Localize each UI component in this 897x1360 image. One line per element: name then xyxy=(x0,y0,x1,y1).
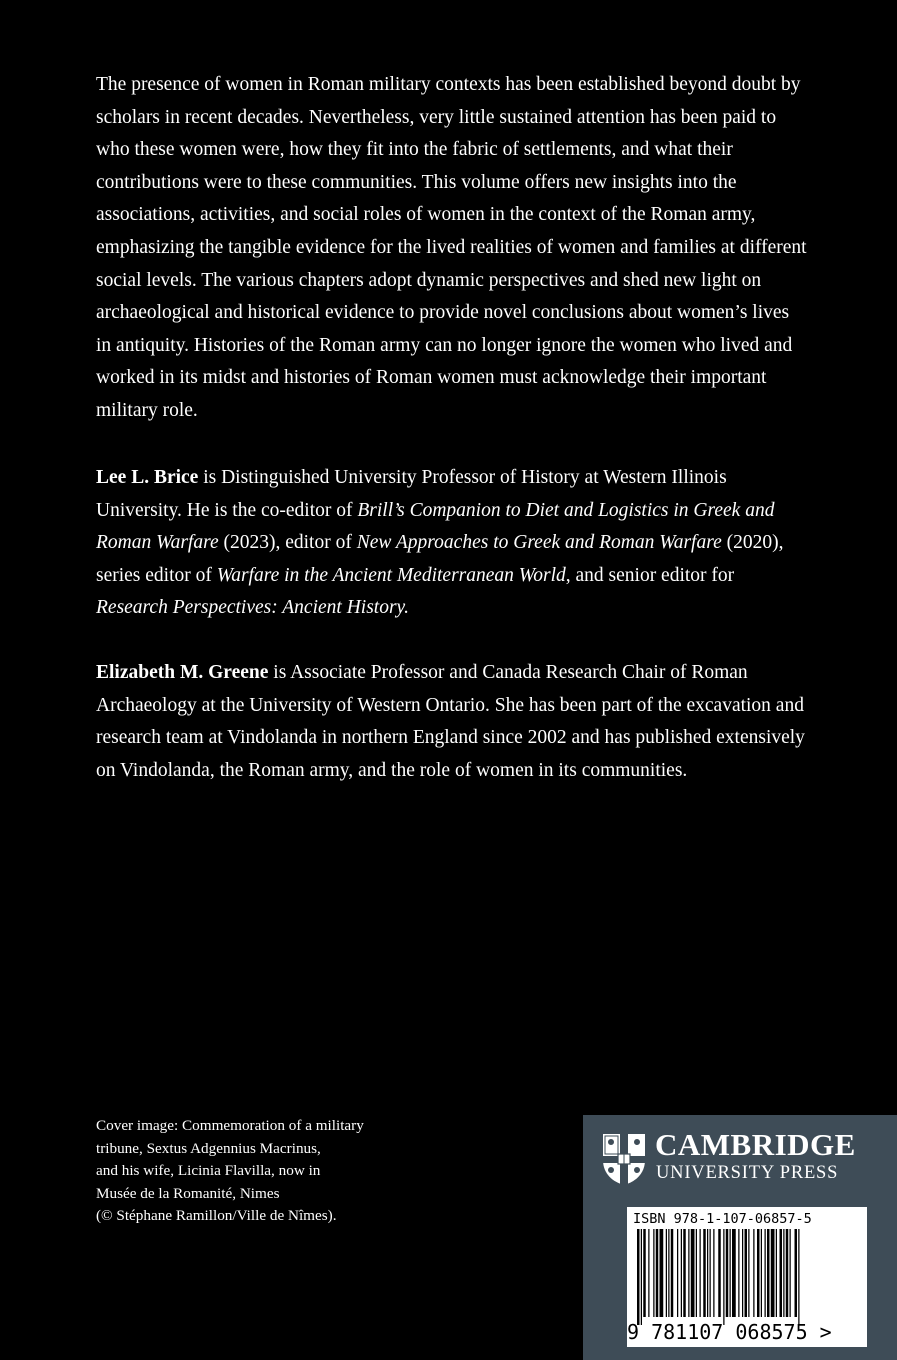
barcode-bars xyxy=(631,1229,863,1325)
barcode-bar xyxy=(683,1229,686,1317)
barcode-bar xyxy=(730,1229,731,1317)
blurb-section xyxy=(96,69,808,428)
author-bio-greene xyxy=(96,657,808,787)
publisher-subname: UNIVERSITY PRESS xyxy=(656,1163,839,1183)
barcode-bar xyxy=(703,1229,706,1317)
credit-line: and his wife, Licinia Flavilla, now in xyxy=(96,1162,321,1180)
barcode-bar xyxy=(677,1229,678,1317)
barcode-bar xyxy=(681,1229,682,1317)
barcode-bar xyxy=(666,1229,667,1317)
author-name-greene: Elizabeth M. Greene xyxy=(96,662,269,683)
barcode-bar xyxy=(726,1229,729,1317)
credit-line: tribune, Sextus Adgennius Macrinus, xyxy=(96,1139,321,1157)
author-name-brice: Lee L. Brice xyxy=(96,467,199,488)
barcode-bar xyxy=(771,1229,775,1317)
barcode-bar xyxy=(748,1229,749,1317)
bio-text-segment: is Associate Professor and Canada Research Chair of Roman Archaeology at the University of Western Ontario. She has been part of the excavation and research team at Vindolanda in northern England since 2002 and has published extensively on Vindolanda, the Roman army, and the role of women in its communities. xyxy=(96,662,805,781)
barcode-bar xyxy=(643,1229,646,1317)
credit-line: Musée de la Romanité, Nimes xyxy=(96,1184,280,1202)
series-title-research-perspectives: Research Perspectives: Ancient History. xyxy=(96,597,409,619)
barcode-bar xyxy=(653,1229,654,1317)
barcode-bar xyxy=(790,1229,791,1317)
isbn-barcode xyxy=(627,1207,867,1347)
barcode-bar xyxy=(786,1229,789,1317)
barcode-digits: 9 781107 068575 > xyxy=(627,1320,832,1344)
bio-text-segment: (2023), editor of xyxy=(218,532,357,554)
barcode-bar xyxy=(691,1229,695,1317)
barcode-bar xyxy=(718,1229,721,1317)
barcode-bar xyxy=(656,1229,659,1317)
barcode-bar xyxy=(795,1229,798,1317)
barcode-bar xyxy=(780,1229,783,1317)
barcode-bar xyxy=(668,1229,669,1317)
barcode-bar xyxy=(710,1229,711,1317)
barcode-bar xyxy=(700,1229,701,1317)
barcode-bar xyxy=(732,1229,736,1317)
barcode-bar xyxy=(637,1229,640,1325)
cambridge-shield-icon xyxy=(601,1132,647,1186)
bio-text-segment: is Distinguished University Professor of History at Western Illinois University. He is the co-editor of xyxy=(96,467,727,521)
barcode-bar xyxy=(660,1229,664,1317)
publisher-name: CAMBRIDGE xyxy=(655,1127,856,1162)
cover-image-credit xyxy=(96,1115,426,1228)
publisher-panel xyxy=(583,1115,897,1360)
book-title-new-approaches: New Approaches to Greek and Roman Warfare xyxy=(356,532,722,554)
barcode-bar xyxy=(742,1229,743,1317)
bio-paragraph-greene xyxy=(96,657,808,787)
barcode-bar xyxy=(745,1229,748,1317)
bio-paragraph-brice xyxy=(96,462,808,625)
barcode-bar xyxy=(767,1229,770,1317)
barcode-bar xyxy=(783,1229,784,1317)
barcode-bar xyxy=(798,1229,799,1325)
barcode-bar xyxy=(707,1229,708,1317)
barcode-bar xyxy=(765,1229,766,1317)
barcode-bar xyxy=(648,1229,649,1317)
bio-text-segment: , and senior editor for xyxy=(565,564,735,586)
isbn-label: ISBN 978-1-107-06857-5 xyxy=(633,1211,812,1227)
barcode-bar xyxy=(713,1229,714,1317)
bio-text-segment: (2020), series editor of xyxy=(96,532,784,586)
series-title-warfare: Warfare in the Ancient Mediterranean World xyxy=(216,564,566,586)
author-bio-brice xyxy=(96,462,808,625)
barcode-bar xyxy=(688,1229,689,1317)
barcode-bar xyxy=(641,1229,642,1325)
barcode-bar xyxy=(696,1229,697,1317)
credit-line: Cover image: Commemoration of a military xyxy=(96,1117,364,1134)
barcode-bar xyxy=(738,1229,739,1317)
barcode-bar xyxy=(757,1229,760,1317)
barcode-bar xyxy=(776,1229,777,1317)
barcode-bar xyxy=(761,1229,762,1317)
barcode-bar xyxy=(723,1229,724,1325)
barcode-bar xyxy=(671,1229,674,1317)
credit-line: (© Stéphane Ramillon/Ville de Nîmes). xyxy=(96,1207,337,1225)
barcode-bar xyxy=(753,1229,754,1317)
book-title-diet-logistics: Brill’s Companion to Diet and Logistics in Greek and Roman Warfare xyxy=(96,499,775,554)
blurb-paragraph: The presence of women in Roman military contexts has been established beyond doubt by scholars in recent decades. Nevertheless, very little sustained attention has been paid to who these women were, how they fit into the fabric of settlements, and what their contributions were to these communities. This volume offers new insights into the associations, activities, and social roles of women in the context of the Roman army, emphasizing the tangible evidence for the lived realities of women and families at different social levels. The various chapters adopt dynamic perspectives and shed new light on archaeological and historical evidence to provide novel conclusions about women’s lives in antiquity. Histories of the Roman army can no longer ignore the women who lived and worked in its midst and histories of Roman women must acknowledge their important military role. xyxy=(96,74,807,421)
